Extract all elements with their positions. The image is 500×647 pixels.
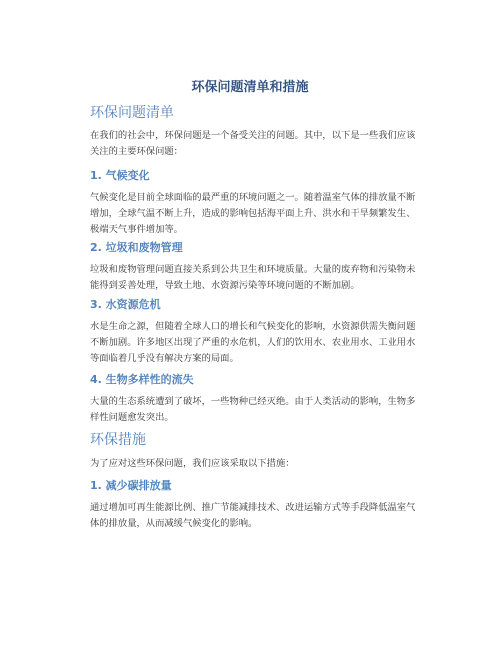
item-heading-water: 3. 水资源危机	[90, 298, 161, 311]
item-heading-waste: 2. 垃圾和废物管理	[90, 241, 183, 254]
section-heading-issues: 环保问题清单	[90, 105, 174, 121]
item-heading-carbon: 1. 减少碳排放量	[90, 479, 172, 492]
item-text-carbon: 通过增加可再生能源比例、推广节能减排技术、改进运输方式等手段降低温室气体的排放量，从而减缓气候变化的影响。	[90, 502, 416, 529]
item-heading-climate: 1. 气候变化	[90, 169, 150, 182]
section-intro-issues: 在我们的社会中，环保问题是一个备受关注的问题。其中，以下是一些我们应该关注的主要环保问题：	[90, 130, 416, 157]
item-text-biodiversity: 大量的生态系统遭到了破坏，一些物种已经灭绝。由于人类活动的影响，生物多样性问题愈发突出。	[90, 396, 416, 423]
section-intro-measures: 为了应对这些环保问题，我们应该采取以下措施：	[90, 458, 295, 469]
item-text-climate: 气候变化是目前全球面临的最严重的环境问题之一。随着温室气体的排放量不断增加，全球气温不断上升，造成的影响包括海平面上升、洪水和干旱频繁发生、极端天气事件增加等。	[90, 192, 416, 235]
item-text-water: 水是生命之源，但随着全球人口的增长和气候变化的影响，水资源供需失衡问题不断加剧。许多地区出现了严重的水危机，人们的饮用水、农业用水、工业用水等面临着几乎没有解决方案的局面。	[90, 321, 416, 364]
item-heading-biodiversity: 4. 生物多样性的流失	[90, 373, 194, 386]
section-heading-measures: 环保措施	[90, 432, 146, 448]
document-title: 环保问题清单和措施	[191, 80, 309, 95]
item-text-waste: 垃圾和废物管理问题直接关系到公共卫生和环境质量。大量的废弃物和污染物未能得到妥善处理，导致土地、水资源污染等环境问题的不断加剧。	[90, 264, 416, 291]
